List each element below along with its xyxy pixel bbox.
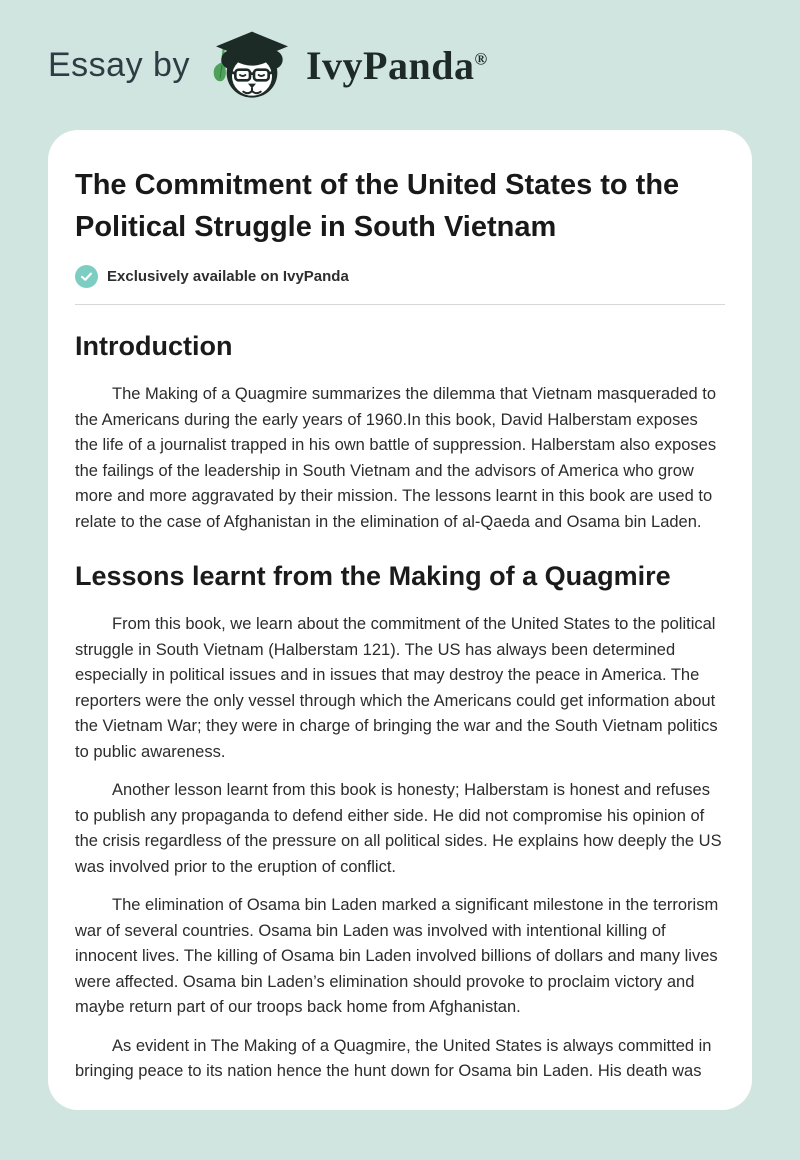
essay-card [48,130,752,1110]
essay-title: The Commitment of the United States to the Political Struggle in South Vietnam [75,169,680,243]
lessons-paragraph-1: From this book, we learn about the commitment of the United States to the political struggle in South Vietnam (Halberstam 121). The US has always been determined especially in political issues and in issues that may destroy the peace in America. The reporters were the only vessel through which the Americans could get information about the Vietnam War; they were in charge of bringing the war and the South Vietnam politics to public awareness. [75,615,718,761]
essay-by-label: Essay by [48,45,190,84]
section-heading-introduction: Introduction [75,331,233,361]
section-heading-lessons: Lessons learnt from the Making of a Quagmire [75,561,671,591]
lessons-paragraph-4: As evident in The Making of a Quagmire, the United States is always committed in bringing peace to its nation hence the hunt down for Osama bin Laden. His death was [75,1036,712,1080]
lessons-paragraph-3: The elimination of Osama bin Laden marked a significant milestone in the terrorism war of several countries. Osama bin Laden was involved with intentional killing of innocent lives. The killing of Osama bin Laden involved billions of dollars and many lives were affected. Osama bin Laden’s elimination should provoke to proclaim victory and maybe return part of our troops back home from Afghanistan. [75,896,719,1016]
brand-name[interactable] [306,42,488,89]
site-header [0,0,800,130]
exclusive-badge [75,265,725,288]
lessons-paragraph-2: Another lesson learnt from this book is honesty; Halberstam is honest and refuses to publish any propaganda to defend either side. He did not compromise his opinion of the crisis regardless of the pressure on all political sides. He explains how deeply the US was involved prior to the eruption of conflict. [75,781,722,876]
ivypanda-logo-icon[interactable] [204,29,292,101]
check-icon [75,265,98,288]
divider [75,304,725,305]
exclusive-badge-label: Exclusively available on IvyPanda [107,268,349,285]
registered-mark: ® [474,49,488,69]
brand-text: IvyPanda [305,42,475,88]
intro-paragraph: The Making of a Quagmire summarizes the dilemma that Vietnam masqueraded to the Americans during the early years of 1960.In this book, David Halberstam exposes the life of a journalist trapped in his own battle of suppression. Halberstam also exposes the failings of the leadership in South Vietnam and the advisors of America who grow more and more aggravated by their mission. The lessons learnt in this book are used to relate to the case of Afghanistan in the elimination of al-Qaeda and Osama bin Laden. [75,385,717,531]
